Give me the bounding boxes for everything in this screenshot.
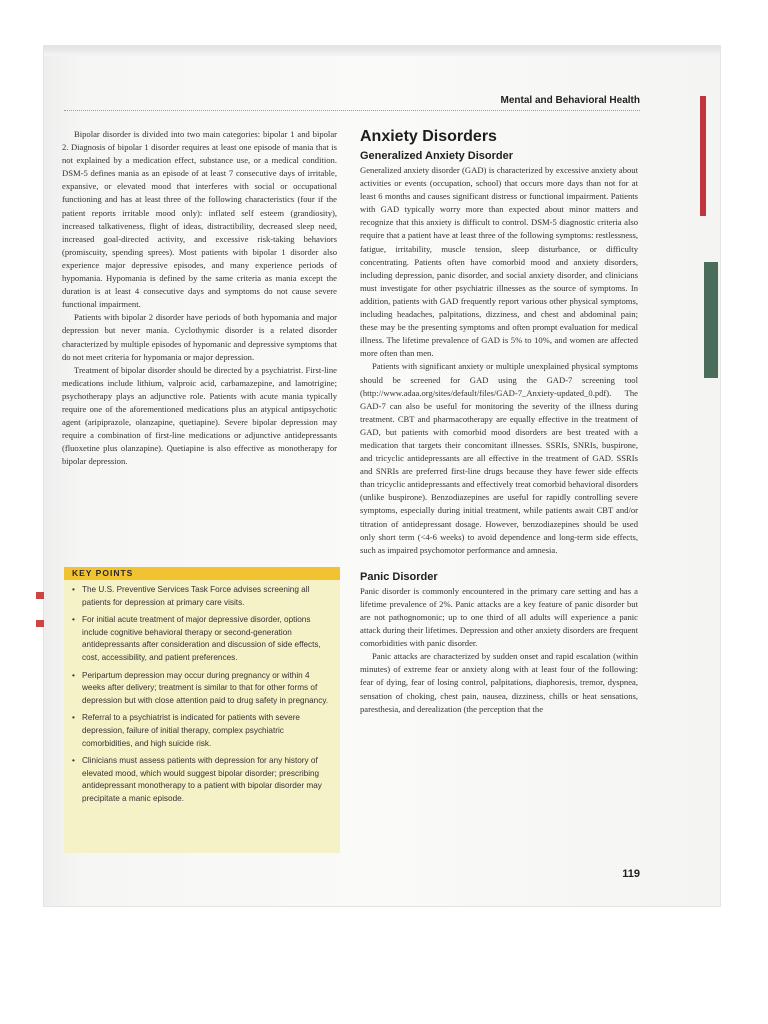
header-rule — [64, 110, 640, 111]
green-section-tab — [704, 262, 718, 378]
bipolar-paragraph-2: Patients with bipolar 2 disorder have periods of both hypomania and major depression but never mania. Cyclothymic disorder is a related disorder characterized by multiple episodes of hypomanic and depressive symptoms that do not meet criteria for hypomania or major depression. — [62, 312, 337, 362]
key-point-item: • Clinicians must assess patients with depression for any history of elevated mood, which would suggest bipolar disorder; prescribing antidepressant monotherapy to a patient with bipolar disorder may precipitate a manic episode. — [72, 756, 322, 803]
key-points-list — [70, 584, 334, 811]
gad-paragraph-1: Generalized anxiety disorder (GAD) is characterized by excessive anxiety about activities or events (occupation, school) that occurs more days than not for at least 6 months and causes significant distress or functional impairment. Patients with GAD typically worry more than expected about minor matters and recognize that this anxiety is difficult to control. DSM-5 diagnostic criteria also require that a patient have at least three of the following symptoms: restlessness, fatigue, irritability, muscle tension, sleep disturbance, or difficulty concentrating. Patients often have comorbid mood and anxiety disorders, including depression, panic disorder, and social anxiety disorder, and clinicians must investigate for other psychiatric illnesses as the source of symptoms. In addition, patients with GAD frequently report various other physical symptoms, including headaches, palpitations, dizziness, and chest and abdominal pain; these may be the presenting symptoms and often prompt evaluation for medical illness. The lifetime prevalence of GAD is 5% to 10%, and women are affected more often than men. — [360, 165, 638, 359]
bullet-icon: • — [72, 615, 75, 625]
key-point-item: • Peripartum depression may occur during pregnancy or within 4 weeks after delivery; treatment is similar to that for other forms of depression but with close attention paid to drug safety in pregnancy. — [72, 670, 329, 705]
panic-paragraph-1: Panic disorder is commonly encountered in the primary care setting and has a lifetime prevalence of 2%. Panic attacks are a key feature of panic disorder but are not pathognomonic; up to one third of all adults will experience a panic attack during their lifetimes. Depression and other anxiety disorders are frequent comorbidities with panic disorder. — [360, 585, 638, 649]
gad-heading: Generalized Anxiety Disorder — [360, 150, 514, 162]
margin-marker — [36, 592, 44, 599]
key-point-item: • For initial acute treatment of major depressive disorder, options include cognitive behavioral therapy or second-generation antidepressants after consideration and discussion of side effects, cost, accessibility, and patient preferences. — [72, 615, 321, 662]
panic-heading: Panic Disorder — [360, 570, 438, 583]
red-section-tab — [700, 96, 706, 216]
bipolar-paragraph-3: Treatment of bipolar disorder should be directed by a psychiatrist. First-line medications include lithium, valproic acid, carbamazepine, and lamotrigine; psychotherapy plays an adjunctive role. Patients with acute mania typically require one of the aforementioned medications plus an atypical antipsychotic agent (aripiprazole, olanzapine, quetiapine). Severe bipolar depression may require a combination of first-line medications or adjunctive antidepressants (fluoxetine plus olanzapine). Quetiapine is also effective as monotherapy for bipolar depression. — [62, 364, 337, 467]
key-point-item: • Referral to a psychiatrist is indicated for patients with severe depression, failure of initial therapy, complex psychiatric comorbidities, and high suicide risk. — [72, 713, 300, 748]
right-column — [360, 128, 638, 716]
margin-marker — [36, 620, 44, 627]
panic-paragraph-2: Panic attacks are characterized by sudden onset and rapid escalation (within minutes) of extreme fear or anxiety along with at least four of the following: fear of dying, fear of losing control, palpitations, diaphoresis, tremor, dyspnea, sensation of choking, chest pain, nausea, dizziness, chills or heat sensations, paresthesia, and derealization (the perception that the — [360, 651, 638, 714]
gad-paragraph-2: Patients with significant anxiety or multiple unexplained physical symptoms should be screened for GAD using the GAD-7 screening tool (http://www.adaa.org/sites/default/files/GAD-7_Anxiety-updated_0.pdf). The GAD-7 can also be useful for monitoring the severity of the illness during treatment. CBT and pharmacotherapy are equally effective in the treatment of GAD, but patients with comorbid mood disorders are best treated with a medication that targets their concomitant illnesses. SSRIs, SNRIs, buspirone, and tricyclic antidepressants are all effective in the treatment of GAD. SSRIs and SNRIs are preferred first-line drugs because they have fewer side effects than tricyclic antidepressants and effectively treat comorbid behavioral disorders (unlike buspirone). Benzodiazepines are useful for rapidly controlling severe symptoms, especially during initial treatment, while patients await CBT and/or titration of antidepressant dosage. However, benzodiazepines should be used only short term (<4-6 weeks) to avoid dependence and long-term side effects, such as impaired psychomotor performance and amnesia. — [360, 361, 638, 555]
bullet-icon: • — [72, 670, 75, 680]
left-column — [62, 128, 337, 468]
key-point-item: • The U.S. Preventive Services Task Force advises screening all patients for depression at primary care visits. — [72, 585, 310, 607]
page-number: 119 — [622, 868, 640, 880]
bullet-icon: • — [72, 713, 75, 723]
running-head: Mental and Behavioral Health — [500, 95, 640, 106]
section-title: Anxiety Disorders — [360, 128, 497, 145]
bipolar-paragraph-1: Bipolar disorder is divided into two main categories: bipolar 1 and bipolar 2. Diagnosis of bipolar 1 disorder requires at least one episode of mania that is not explained by a medication effect, substance use, or a medical condition. DSM-5 defines mania as an episode of at least 7 consecutive days of irritable, expansive, or elevated mood that interferes with social or occupational functioning and has at least three of the following characteristics (four if the patient reports irritable mood only): inflated self esteem (grandiosity), increased talkativeness, flight of ideas, distractibility, decreased sleep need, increased goal-directed activity, and excessive risk-taking behaviors (promiscuity, spending sprees). Most patients with bipolar 1 disorder also experience major depressive episodes, and many experience periods of hypomania. Hypomania is defined by the same criteria as mania except the duration is at least 4 consecutive days and symptoms do not cause severe functional impairment. — [62, 129, 337, 310]
bullet-icon: • — [72, 585, 75, 594]
scan-edge — [44, 46, 720, 56]
bullet-icon: • — [72, 756, 75, 766]
key-points-title: KEY POINTS — [64, 567, 340, 580]
